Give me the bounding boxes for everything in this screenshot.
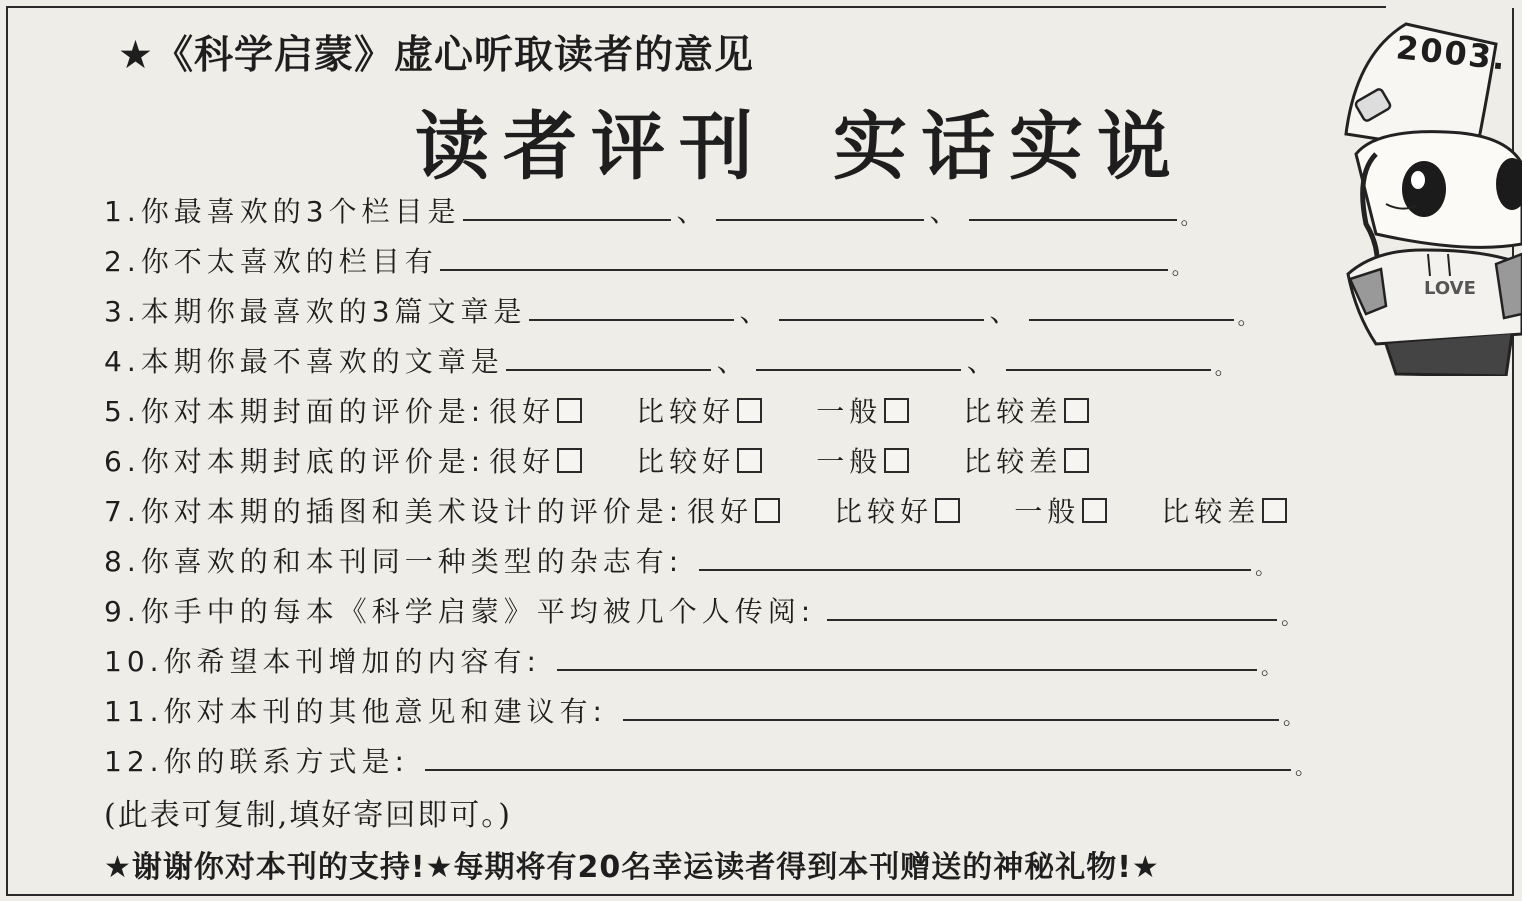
copy-note: (此表可复制,填好寄回即可。)	[104, 798, 512, 833]
question-9: 9.你手中的每本《科学启蒙》平均被几个人传阅: 。	[104, 590, 1306, 630]
option-good: 比较好	[636, 390, 762, 430]
form-subtitle: ★《科学启蒙》虚心听取读者的意见	[118, 33, 754, 78]
question-1: 1.你最喜欢的3个栏目是 、 、 。	[104, 190, 1206, 230]
answer-blank-4b[interactable]	[756, 363, 961, 371]
title-left: 读者评刊	[415, 104, 767, 190]
question-label: 7.你对本期的插图和美术设计的评价是:	[104, 495, 684, 528]
mascot-shirt-text: LOVE	[1424, 278, 1476, 299]
option-very-good: 很好	[489, 440, 582, 480]
option-very-good: 很好	[687, 490, 780, 530]
border-gap	[1386, 6, 1516, 8]
question-label: 5.你对本期封面的评价是:	[104, 395, 486, 428]
checkbox[interactable]	[1082, 498, 1107, 523]
checkbox[interactable]	[884, 448, 909, 473]
answer-blank-4a[interactable]	[506, 363, 711, 371]
answer-blank-2[interactable]	[440, 263, 1168, 271]
answer-blank-1b[interactable]	[716, 213, 924, 221]
option-poor: 比较差	[963, 390, 1089, 430]
question-7	[104, 490, 1287, 530]
question-6	[104, 440, 1143, 480]
answer-blank-8[interactable]	[699, 563, 1251, 571]
title-right: 实话实说	[833, 104, 1185, 190]
checkbox[interactable]	[557, 448, 582, 473]
checkbox[interactable]	[737, 398, 762, 423]
checkbox[interactable]	[884, 398, 909, 423]
question-10: 10.你希望本刊增加的内容有: 。	[104, 640, 1286, 680]
answer-blank-3b[interactable]	[779, 313, 984, 321]
option-very-good: 很好	[489, 390, 582, 430]
question-11: 11.你对本刊的其他意见和建议有: 。	[104, 690, 1308, 730]
option-average: 一般	[1014, 490, 1107, 530]
answer-blank-9[interactable]	[827, 613, 1277, 621]
question-2: 2.你不太喜欢的栏目有 。	[104, 240, 1197, 280]
checkbox[interactable]	[557, 398, 582, 423]
question-12: 12.你的联系方式是: 。	[104, 740, 1320, 780]
answer-blank-1a[interactable]	[463, 213, 671, 221]
question-label: 12.你的联系方式是:	[104, 745, 409, 778]
question-label: 4.本期你最不喜欢的文章是	[104, 345, 504, 378]
answer-blank-3c[interactable]	[1029, 313, 1234, 321]
checkbox[interactable]	[1262, 498, 1287, 523]
option-average: 一般	[816, 440, 909, 480]
question-label: 6.你对本期封底的评价是:	[104, 445, 486, 478]
question-label: 1.你最喜欢的3个栏目是	[104, 195, 461, 228]
question-label: 11.你对本刊的其他意见和建议有:	[104, 695, 607, 728]
answer-blank-1c[interactable]	[969, 213, 1177, 221]
option-poor: 比较差	[963, 440, 1089, 480]
question-4: 4.本期你最不喜欢的文章是 、 、 。	[104, 340, 1240, 380]
question-8: 8.你喜欢的和本刊同一种类型的杂志有: 。	[104, 540, 1280, 580]
question-label: 3.本期你最喜欢的3篇文章是	[104, 295, 527, 328]
question-label: 9.你手中的每本《科学启蒙》平均被几个人传阅:	[104, 595, 816, 628]
option-poor: 比较差	[1161, 490, 1287, 530]
answer-blank-12[interactable]	[425, 763, 1291, 771]
footer-text: ★谢谢你对本刊的支持!★每期将有20名幸运读者得到本刊赠送的神秘礼物!★	[104, 850, 1160, 885]
checkbox[interactable]	[1064, 398, 1089, 423]
checkbox[interactable]	[935, 498, 960, 523]
question-label: 8.你喜欢的和本刊同一种类型的杂志有:	[104, 545, 684, 578]
year-label: 2003.	[1394, 28, 1509, 78]
answer-blank-10[interactable]	[557, 663, 1257, 671]
question-label: 2.你不太喜欢的栏目有	[104, 245, 438, 278]
question-label: 10.你希望本刊增加的内容有:	[104, 645, 541, 678]
option-good: 比较好	[834, 490, 960, 530]
answer-blank-4c[interactable]	[1006, 363, 1211, 371]
question-5	[104, 390, 1143, 430]
answer-blank-3a[interactable]	[529, 313, 734, 321]
checkbox[interactable]	[755, 498, 780, 523]
form-title	[415, 88, 1185, 194]
answer-blank-11[interactable]	[623, 713, 1279, 721]
option-good: 比较好	[636, 440, 762, 480]
option-average: 一般	[816, 390, 909, 430]
checkbox[interactable]	[737, 448, 762, 473]
checkbox[interactable]	[1064, 448, 1089, 473]
question-3: 3.本期你最喜欢的3篇文章是 、 、 。	[104, 290, 1263, 330]
